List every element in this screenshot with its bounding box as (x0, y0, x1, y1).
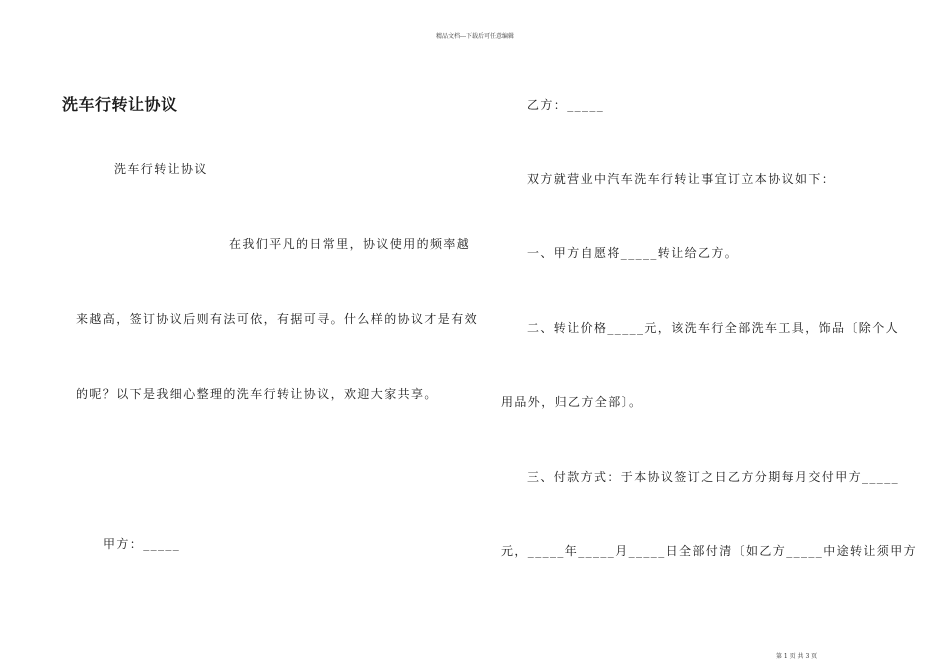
intro-line-2: 来越高，签订协议后则有法可依，有据可寻。什么样的协议才是有效 (76, 312, 479, 326)
page-number: 第 1 页 共 3 页 (776, 653, 818, 660)
clause-1: 一、甲方自愿将_____转让给乙方。 (527, 246, 739, 260)
clause-3-line-2: 元，_____年_____月_____日全部付清〔如乙方_____中途转让须甲方 (501, 544, 918, 558)
subtitle: 洗车行转让协议 (114, 162, 208, 176)
clause-2-line-2: 用品外，归乙方全部〕。 (501, 395, 643, 409)
preamble: 双方就营业中汽车洗车行转让事宜订立本协议如下： (527, 172, 836, 186)
intro-line-1: 在我们平凡的日常里，协议使用的频率越 (229, 237, 471, 251)
document-title: 洗车行转让协议 (62, 95, 178, 114)
page-header: 精品文档---下载后可任意编辑 (435, 33, 515, 40)
clause-2-line-1: 二、转让价格_____元，该洗车行全部洗车工具，饰品〔除个人 (527, 321, 900, 335)
clause-3-line-1: 三、付款方式：于本协议签订之日乙方分期每月交付甲方_____ (527, 470, 900, 484)
intro-line-3: 的呢？以下是我细心整理的洗车行转让协议，欢迎大家共享。 (76, 387, 438, 401)
party-a-line: 甲方：_____ (103, 537, 181, 551)
party-b-line: 乙方：_____ (527, 98, 605, 112)
